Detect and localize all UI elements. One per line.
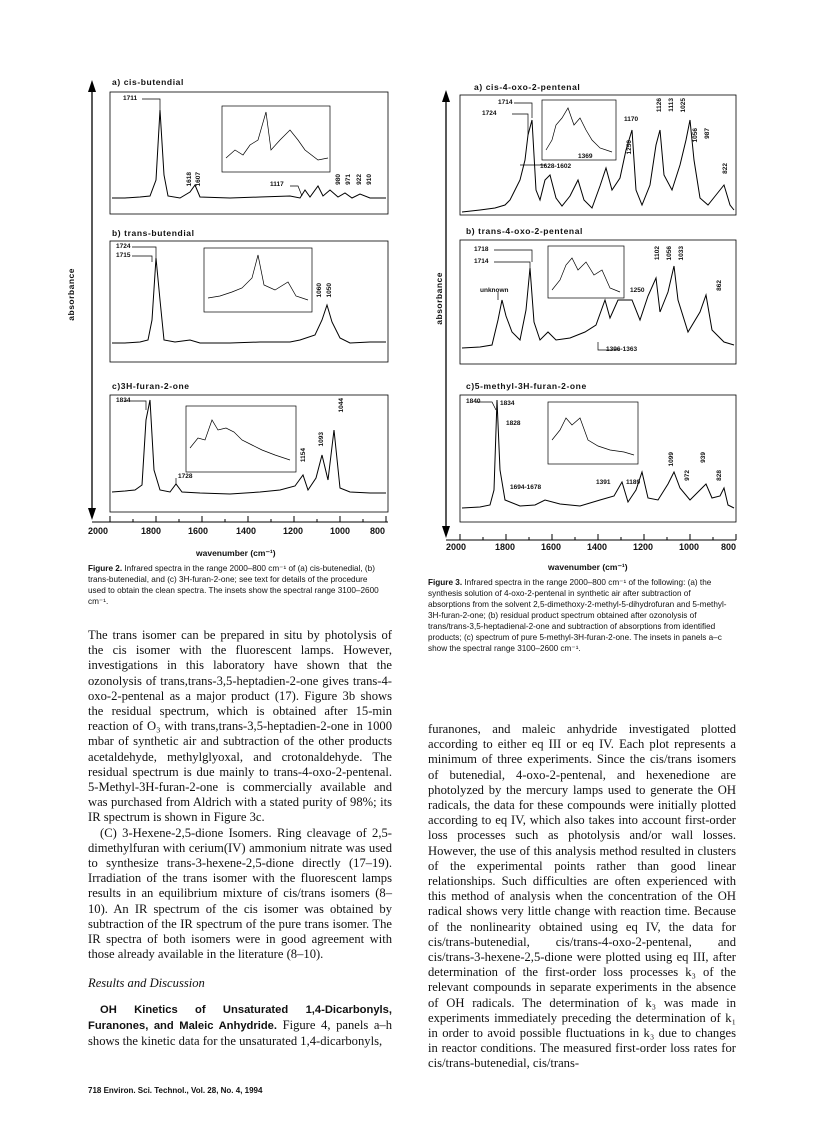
peak-label: 1628-1602 — [540, 163, 572, 170]
x-tick-label: 1600 — [188, 526, 209, 536]
caption-label: Figure 3. — [428, 578, 463, 587]
peak-label: 1391 — [596, 479, 611, 486]
peak-label: 922 — [356, 174, 363, 185]
x-tick-label: 800 — [721, 542, 737, 552]
peak-label: 1834 — [116, 397, 131, 404]
x-tick-label: 1200 — [283, 526, 304, 536]
peak-label: 1250 — [626, 140, 633, 155]
fig2-panel-a-label: a) cis-butendial — [112, 77, 184, 87]
fig3-panel-a-label: a) cis-4-oxo-2-pentenal — [474, 82, 581, 92]
fig2-y-axis-label: absorbance — [66, 268, 76, 321]
peak-label: 1102 — [654, 246, 661, 261]
x-tick-label: 2000 — [88, 526, 109, 536]
caption-text: Infrared spectra in the range 2000–800 cm⁻¹ of (a) cis-butenedial, (b) trans-butenedial, and (c) 3H-furan-2-one; see text for details of the procedure used to obtain the clean spectra. The insets show the spectral range 3100–2600 cm⁻¹. — [88, 564, 379, 606]
peak-label: 862 — [716, 280, 723, 291]
x-tick-label: 1800 — [141, 526, 162, 536]
paragraph — [88, 1002, 392, 1050]
peak-label: 1714 — [498, 99, 513, 106]
x-tick-label: 2000 — [446, 542, 467, 552]
x-tick-label: 1200 — [633, 542, 654, 552]
right-column — [428, 722, 736, 1072]
peak-label: 1711 — [123, 95, 138, 102]
caption-text: Infrared spectra in the range 2000–800 cm⁻¹ of the following: (a) the synthesis solution of 4-oxo-2-pentenal in synthetic air after subtraction of absorptions from the solvent 2,5-dimethoxy-2-methyl-5-dihydrofuran and 5-methyl-3H-furan-2-one; (b) residual product spectrum obtained after ozonolysis of trans/trans-3,5-heptadienal-2-one and subtraction of absorptions from identified products; (c) spectrum of pure 5-methyl-3H-furan-2-one. The insets in panels a–c show the spectral range 3100–2600 cm⁻¹. — [428, 578, 727, 653]
paragraph: The trans isomer can be prepared in situ by photolysis of the cis isomer with the fluorescent lamps. However, investigations in this laboratory have shown that the ozonolysis of trans,trans-3,5-heptadien-2-one gives trans-4-oxo-2-pentenal as a major product (17). Figure 3b shows the residual spectrum, which is obtained after 15-min reaction of O₃ with trans,trans-3,5-heptadien-2-one in 1000 mbar of synthetic air and subtraction of the other products acetaldehyde, methylglyoxal, and crotonaldehyde. The residual spectrum is due mainly to trans-4-oxo-2-pentenal. 5-Methyl-3H-furan-2-one is commercially available and was purchased from Aldrich with a stated purity of 98%; its IR spectrum is shown in Figure 3c. — [88, 628, 392, 825]
peak-label: 987 — [704, 128, 711, 139]
peak-label: 1099 — [668, 452, 675, 467]
fig2-panel-c-label: c)3H-furan-2-one — [112, 381, 190, 391]
x-tick-label: 1000 — [330, 526, 351, 536]
paragraph: (C) 3-Hexene-2,5-dione Isomers. Ring cleavage of 2,5-dimethylfuran with cerium(IV) ammonium nitrate was used to synthesize trans-3-hexene-2,5-dione directly (17–19). Irradiation of the trans isomer with the fluorescent lamps results in an equilibrium mixture of cis/trans isomers (8–10). An IR spectrum of the cis isomer was obtained by subtraction of the IR spectrum of the pure trans isomer. The IR spectra of both isomers were in good agreement with those already available in the literature (8–10). — [88, 825, 392, 962]
peak-label: 1396-1363 — [606, 346, 638, 353]
peak-label: 1607 — [195, 172, 202, 187]
peak-label: 1715 — [116, 252, 131, 259]
peak-label: 1113 — [668, 98, 675, 112]
peak-label: 1056 — [692, 128, 699, 143]
x-tick-label: 1600 — [541, 542, 562, 552]
peak-label: 910 — [366, 174, 373, 185]
run-in-heading: OH Kinetics of Unsaturated 1,4-Dicarbonyls, Furanones, and Maleic Anhydride. — [88, 1003, 392, 1032]
peak-label: 828 — [716, 470, 723, 481]
x-tick-label: 1400 — [236, 526, 257, 536]
peak-label: 1117 — [270, 181, 284, 188]
fig3-y-axis-label: absorbance — [434, 272, 444, 325]
fig3-x-axis-label: wavenumber (cm⁻¹) — [548, 562, 628, 572]
peak-label: 1724 — [482, 110, 497, 117]
peak-label: 1694-1678 — [510, 484, 542, 491]
peak-label: unknown — [480, 287, 509, 294]
peak-label: 1718 — [474, 246, 489, 253]
peak-label: 1728 — [178, 473, 193, 480]
x-tick-label: 800 — [370, 526, 386, 536]
peak-label: 1033 — [678, 246, 685, 261]
peak-label: 1025 — [680, 98, 687, 113]
peak-label: 1154 — [300, 448, 307, 463]
peak-label: 1060 — [316, 283, 323, 298]
peak-label: 1724 — [116, 243, 131, 250]
peak-label: 980 — [335, 174, 342, 185]
left-column — [88, 628, 392, 1049]
paragraph: furanones, and maleic anhydride investigated plotted according to either eq III or eq IV. Each plot represents a minimum of three experiments. Since the cis/trans isomers of butenedial, 4-oxo-2-pentenal, and hexenedione are photolyzed by the mercury lamps used to generate the OH radicals, the data for these compounds were initially plotted according to eq IV, which also takes into account first-order loss processes such as photolysis and/or wall losses. However, the use of this analysis method resulted in clusters of the experimental points rather than good linear relationships. Such difficulties are often experienced with this method of analysis when the concentration of the OH radical shows very little change with reaction time. Because of the nonlinearity obtained using eq IV, the data for cis/trans-butenedial, cis/trans-4-oxo-2-pentenal, and cis/trans-3-hexene-2,5-dione were plotted using eq III, after determination of the first-order loss processes k₃ of the relevant compounds in separate experiments in the absence of OH radicals. The determination of k₃ was made in experiments immediately preceding the determination of k₁ in order to avoid possible fluctuations in k₃ due to changes in reactor conditions. The measured first-order loss rates for cis/trans-butenedial, cis/trans- — [428, 722, 736, 1071]
peak-label: 1828 — [506, 420, 521, 427]
fig3-panel-c-label: c)5-methyl-3H-furan-2-one — [466, 381, 587, 391]
peak-label: 1834 — [500, 400, 515, 407]
fig2-panel-b-label: b) trans-butendial — [112, 228, 195, 238]
peak-label: 1618 — [186, 172, 193, 187]
peak-label: 1714 — [474, 258, 489, 265]
peak-label: 1189 — [626, 479, 641, 486]
section-heading: Results and Discussion — [88, 976, 205, 991]
peak-label: 1250 — [630, 287, 645, 294]
peak-label: 1369 — [578, 153, 593, 160]
peak-label: 939 — [700, 452, 707, 463]
fig2-x-axis-label: wavenumber (cm⁻¹) — [196, 548, 276, 558]
peak-label: 1056 — [666, 246, 673, 261]
peak-label: 1126 — [656, 98, 663, 113]
peak-label: 822 — [722, 163, 729, 174]
peak-label: 1050 — [326, 283, 333, 298]
figure-3-caption — [428, 577, 734, 654]
x-tick-label: 1400 — [587, 542, 608, 552]
peak-label: 1044 — [338, 398, 345, 413]
paragraph-text: Figure 4, panels a–h shows the kinetic data for the unsaturated 1,4-dicarbonyls, — [88, 1017, 392, 1049]
peak-label: 1840 — [466, 398, 481, 405]
page-footer: 718 Environ. Sci. Technol., Vol. 28, No. 4, 1994 — [88, 1086, 263, 1095]
peak-label: 1170 — [624, 116, 639, 123]
peak-label: 1093 — [318, 432, 325, 447]
x-tick-label: 1000 — [679, 542, 700, 552]
caption-label: Figure 2. — [88, 564, 123, 573]
peak-label: 972 — [684, 470, 691, 481]
x-tick-label: 1800 — [495, 542, 516, 552]
peak-label: 971 — [345, 174, 352, 185]
fig3-panel-b-label: b) trans-4-oxo-2-pentenal — [466, 226, 584, 236]
